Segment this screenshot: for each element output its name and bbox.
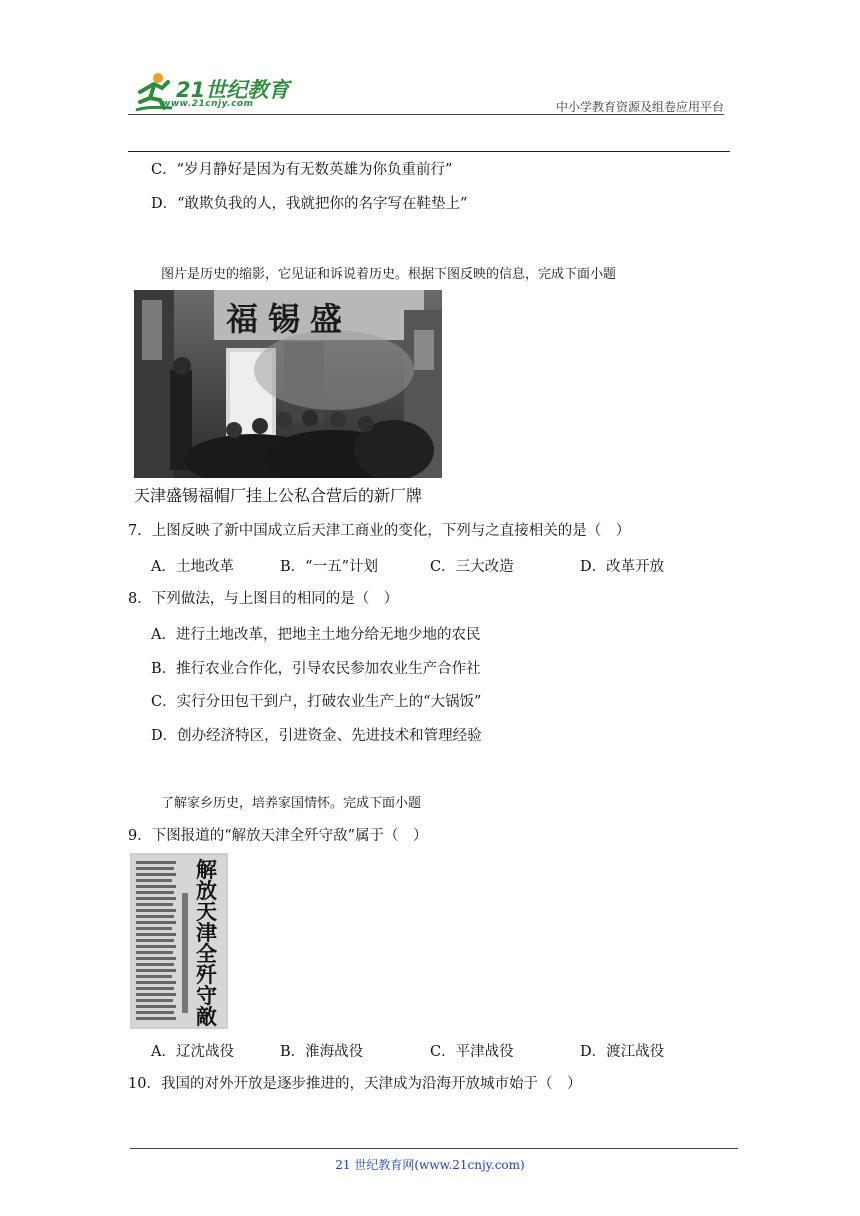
q8-option-c: C．实行分田包干到户，打破农业生产上的“大锅饭”: [151, 694, 482, 710]
q9-option-d: D．渡江战役: [580, 1044, 665, 1060]
option-c-prev: C．“岁月静好是因为有无数英雄为你负重前行”: [151, 162, 453, 178]
q7-option-b: B．“一五”计划: [280, 559, 378, 575]
site-logo: [128, 70, 298, 116]
factory-sign: 福锡盛: [226, 300, 353, 338]
question-10-stem: 10．我国的对外开放是逐步推进的，天津成为沿海开放城市始于（ ）: [128, 1076, 582, 1092]
logo-brand: 21世纪教育: [176, 78, 290, 102]
intro-text-2: 了解家乡历史，培养家国情怀。完成下面小题: [161, 796, 422, 811]
q9-option-c: C．平津战役: [430, 1044, 514, 1060]
logo-url: www.21cnjy.com: [162, 99, 254, 109]
question-8-stem: 8．下列做法，与上图目的相同的是（ ）: [128, 591, 399, 607]
q8-option-b: B．推行农业合作化，引导农民参加农业生产合作社: [151, 661, 481, 677]
platform-title: 中小学教育资源及组卷应用平台: [555, 100, 724, 114]
q7-option-a: A．土地改革: [151, 559, 234, 575]
question-7-stem: 7．上图反映了新中国成立后天津工商业的变化，下列与之直接相关的是（ ）: [128, 523, 631, 539]
photo-caption-factory: 天津盛锡福帽厂挂上公私合营后的新厂牌: [134, 486, 423, 505]
intro-text-1: 图片是历史的缩影，它见证和诉说着历史。根据下图反映的信息，完成下面小题: [161, 267, 617, 282]
newspaper-clipping: [130, 853, 228, 1029]
newspaper-headline: 解放天津全歼守敵: [196, 857, 217, 1029]
section-divider: [128, 151, 730, 152]
q7-option-c: C．三大改造: [430, 559, 514, 575]
option-d-prev: D．“敢欺负我的人，我就把你的名字写在鞋垫上”: [151, 196, 468, 212]
q9-option-b: B．淮海战役: [280, 1044, 364, 1060]
q9-option-a: A．辽沈战役: [151, 1044, 234, 1060]
footer-text[interactable]: 21 世纪教育网(www.21cnjy.com): [335, 1158, 525, 1172]
header-divider: [128, 114, 724, 115]
q8-option-d: D．创办经济特区，引进资金、先进技术和管理经验: [151, 728, 482, 744]
q7-option-d: D．改革开放: [580, 559, 665, 575]
historical-photo-factory: [134, 290, 442, 478]
question-9-stem: 9．下图报道的“解放天津全歼守敌”属于（ ）: [128, 828, 428, 844]
footer-divider: [130, 1148, 738, 1149]
q8-option-a: A．进行土地改革，把地主土地分给无地少地的农民: [151, 627, 481, 643]
